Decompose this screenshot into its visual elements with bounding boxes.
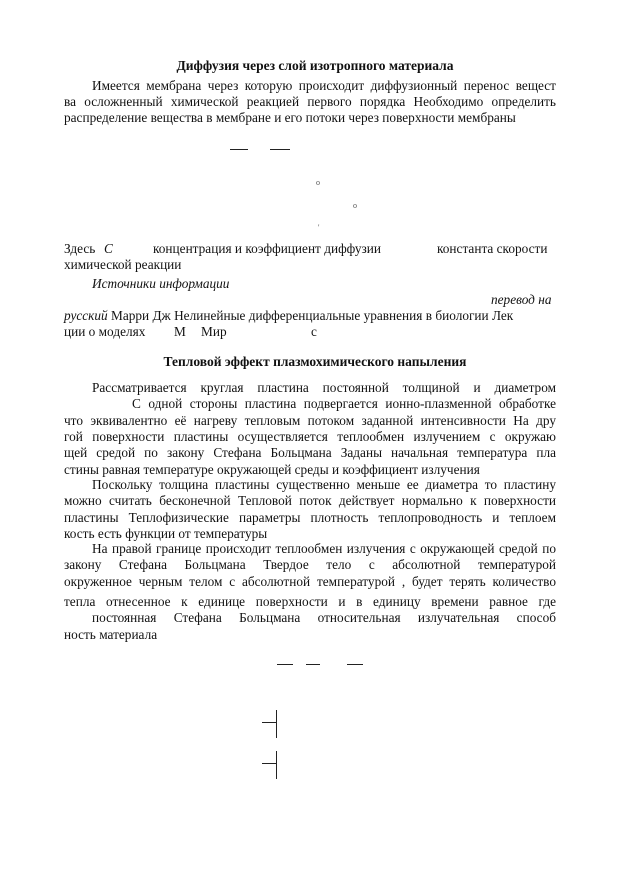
section1-line-3: распределение вещества в мембране и его потоки через поверхности мембраны (64, 110, 516, 125)
reference-line-3b: М (174, 324, 186, 339)
section2-line: С одной стороны пластина подвергается ионно-плазменной обработке (132, 396, 556, 412)
section2-line: щей средой по закону Стефана Больцмана Заданы начальная температура пла (64, 445, 556, 461)
sources-heading: Источники информации (92, 276, 230, 291)
concentration-symbol: С (104, 241, 113, 256)
section2-line: стины равная температуре окружающей среды и коэффициент излучения (64, 461, 480, 477)
section1-title: Диффузия через слой изотропного материала (176, 58, 454, 73)
section2-line: тепла отнесенное к единице поверхности и в единицу времени равное где (64, 593, 556, 609)
formula-fraction-bar (230, 149, 248, 150)
formula-fraction-bar (277, 664, 293, 665)
reference-text: Марри Дж Нелинейные дифференциальные уравнения в биологии Лек (107, 308, 514, 323)
reference-line (64, 308, 513, 324)
boundary-condition-bar (262, 722, 276, 723)
section2-line: кость есть функции от температуры (64, 525, 268, 541)
formula-mark: о (353, 201, 357, 210)
section2-line: что эквивалентно её нагреву тепловым потоком заданной интенсивности На дру (64, 412, 556, 428)
section2-line: гой поверхности пластины осуществляется теплообмен излучением с окружаю (64, 428, 556, 444)
evaluation-bar (276, 710, 277, 738)
section2-line: окруженное черным телом с абсолютной температурой , будет терять количество (64, 573, 556, 589)
reference-italic: русский (64, 308, 108, 323)
formula-fraction-bar (270, 149, 290, 150)
evaluation-bar (276, 751, 277, 779)
reference-line-3a: ции о моделях (64, 324, 146, 339)
reference-translation-note: перевод на (491, 292, 552, 307)
section2-line: можно считать бесконечной Тепловой поток действует нормально к поверхности (64, 493, 556, 509)
where-description-end: константа скорости (437, 241, 548, 256)
section2-line: пластины Теплофизические параметры плотность теплопроводность и теплоем (64, 509, 556, 525)
formula-mark: о (316, 178, 320, 187)
section2-title: Тепловой эффект плазмохимического напыления (163, 354, 467, 369)
boundary-condition-bar (262, 763, 276, 764)
section2-line: ность материала (64, 626, 158, 642)
formula-mark: ' (318, 223, 320, 232)
reference-line-3c: Мир (201, 324, 227, 339)
section2-line: На правой границе происходит теплообмен излучения с окружающей средой по (92, 541, 556, 556)
section2-line: Поскольку толщина пластины существенно меньше ее диаметра то пластину (92, 477, 556, 492)
formula-fraction-bar (306, 664, 320, 665)
where-label: Здесь (64, 241, 96, 256)
section1-line-2: ва осложненный химической реакцией первого порядка Необходимо определить (64, 94, 556, 109)
where-description: концентрация и коэффициент диффузии (153, 241, 382, 256)
where-line-2: химической реакции (64, 257, 182, 272)
section1-line-1: Имеется мембрана через которую происходит диффузионный перенос вещест (92, 78, 556, 93)
section2-line: закону Стефана Больцмана Твердое тело с абсолютной температурой (64, 557, 556, 573)
formula-fraction-bar (347, 664, 363, 665)
section2-line: постоянная Стефана Больцмана относительная излучательная способ (92, 610, 556, 626)
reference-line-3d: с (311, 324, 317, 339)
section2-line: Рассматривается круглая пластина постоянной толщиной и диаметром (92, 380, 556, 395)
